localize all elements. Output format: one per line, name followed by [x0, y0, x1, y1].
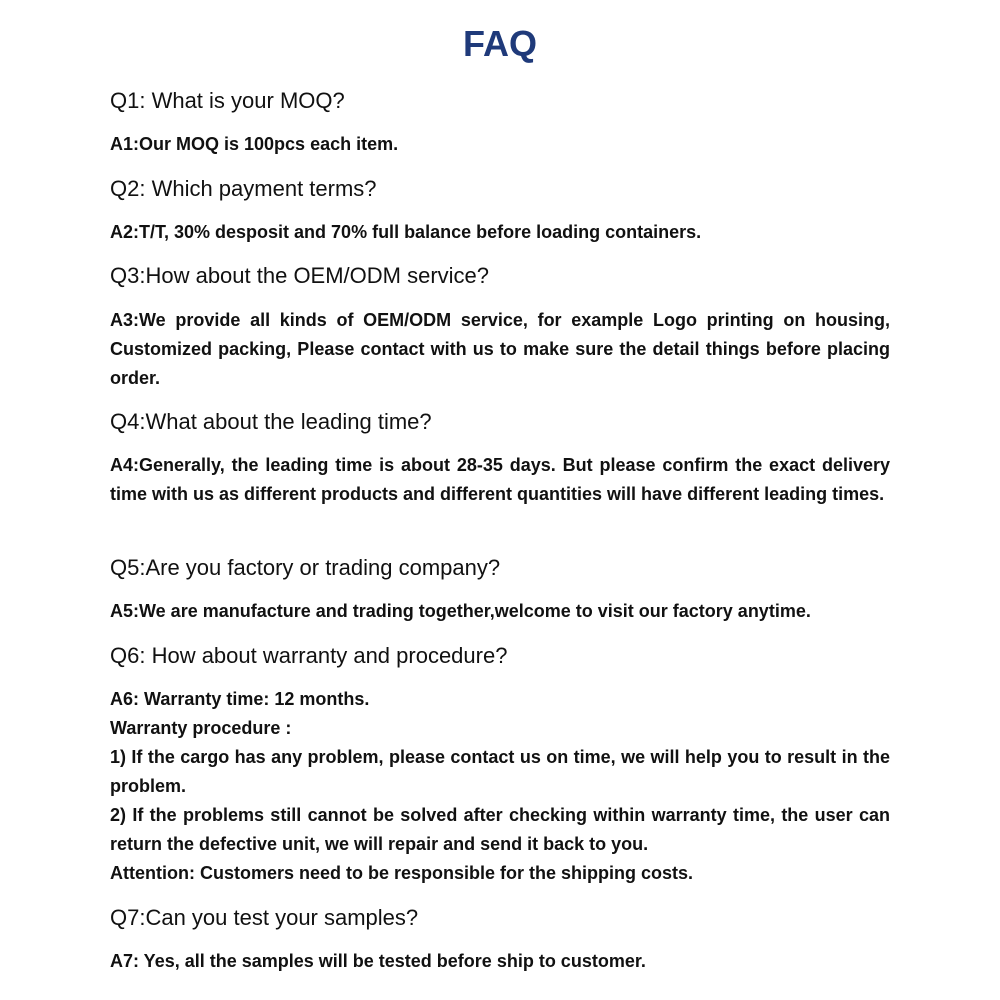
faq-item-5: [110, 553, 890, 626]
answer-1: A1:Our MOQ is 100pcs each item.: [110, 134, 399, 154]
question-2: Q2: Which payment terms?: [110, 176, 377, 201]
faq-item-6: [110, 641, 890, 888]
answer-6-line-1: A6: Warranty time: 12 months.: [110, 689, 370, 709]
faq-item-7: [110, 903, 890, 976]
question-6: Q6: How about warranty and procedure?: [110, 643, 508, 668]
faq-item-4: [110, 407, 890, 509]
faq-item-2: [110, 174, 890, 247]
question-3: Q3:How about the OEM/ODM service?: [110, 263, 490, 288]
question-4: Q4:What about the leading time?: [110, 409, 432, 434]
faq-item-3: [110, 261, 890, 393]
answer-3: A3:We provide all kinds of OEM/ODM service, for example Logo printing on housing, Customized packing, Please contact with us to make sure the detail things before placing order.: [110, 310, 890, 388]
answer-6-line-3: 1) If the cargo has any problem, please contact us on time, we will help you to result in the problem.: [110, 747, 890, 796]
answer-2: A2:T/T, 30% desposit and 70% full balance before loading containers.: [110, 222, 702, 242]
answer-6-line-5: Attention: Customers need to be responsible for the shipping costs.: [110, 863, 694, 883]
answer-7: A7: Yes, all the samples will be tested before ship to customer.: [110, 951, 646, 971]
answer-6-line-2: Warranty procedure :: [110, 718, 292, 738]
question-5: Q5:Are you factory or trading company?: [110, 555, 501, 580]
answer-4: A4:Generally, the leading time is about 28-35 days. But please confirm the exact delivery time with us as different products and different quantities will have different leading times.: [110, 455, 890, 504]
question-7: Q7:Can you test your samples?: [110, 905, 419, 930]
question-1: Q1: What is your MOQ?: [110, 88, 345, 113]
answer-6-line-4: 2) If the problems still cannot be solved after checking within warranty time, the user can return the defective unit, we will repair and send it back to you.: [110, 805, 890, 854]
answer-5: A5:We are manufacture and trading together,welcome to visit our factory anytime.: [110, 601, 811, 621]
faq-item-1: [110, 86, 890, 159]
page-title: FAQ: [462, 23, 537, 64]
